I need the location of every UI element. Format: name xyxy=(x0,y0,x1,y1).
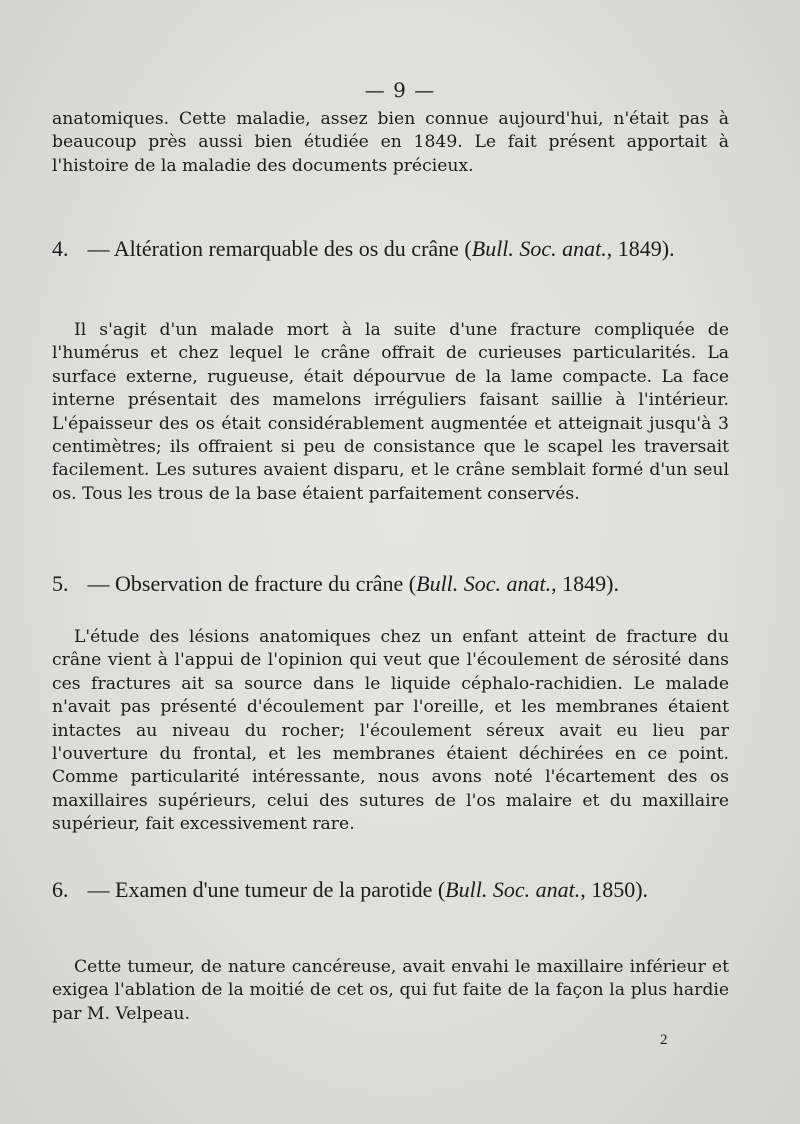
section-title-text: — Examen d'une tumeur de la parotide ( xyxy=(87,877,446,902)
section-4-body-block xyxy=(52,319,729,506)
section-title-journal: Bull. Soc. anat. xyxy=(445,877,581,902)
section-body: Il s'agit d'un malade mort à la suite d'une fracture compliquée de l'humérus et chez lequel le crâne offrait de curieuses particularités. La surface externe, rugueuse, était dépourvue de la lame compacte. La face interne présentait des mamelons irréguliers faisant saillie à l'intérieur. L'épaisseur des os était considérablement augmentée et atteignait jusqu'à 3 centimètres; ils offraient si peu de consistance que le scapel les traversait facilement. Les sutures avaient disparu, et le crâne semblait formé d'un seul os. Tous les trous de la base étaient parfaitement conservés. xyxy=(52,320,729,504)
intro-paragraph: anatomiques. Cette maladie, assez bien connue aujourd'hui, n'était pas à beaucoup près aussi bien étudiée en 1849. Le fait présent apportait à l'histoire de la maladie des documents précieux. xyxy=(52,109,729,176)
section-body: L'étude des lésions anatomiques chez un enfant atteint de fracture du crâne vient à l'appui de l'opinion qui veut que l'écoulement de sérosité dans ces fractures ait sa source dans le liquide céphalo-rachidien. Le malade n'avait pas présenté d'écoulement par l'oreille, et les membranes étaient intactes au niveau du rocher; l'écoulement séreux avait eu lieu par l'ouverture du frontal, et les membranes étaient déchirées en ce point. Comme particularité intéressante, nous avons noté l'écartement des os maxillaires supérieurs, celui des sutures de l'os malaire et du maxillaire supérieur, fait excessivement rare. xyxy=(52,627,729,835)
section-number: 6. xyxy=(52,877,69,902)
section-title-journal: Bull. Soc. anat. xyxy=(416,571,552,596)
section-title-year: , 1849). xyxy=(551,571,619,596)
section-5-body-block xyxy=(52,626,729,837)
section-title-text: — Observation de fracture du crâne ( xyxy=(87,571,417,596)
section-title-journal: Bull. Soc. anat. xyxy=(471,236,607,261)
section-title-text: — Altération remarquable des os du crâne ( xyxy=(87,236,472,261)
section-5-heading-block xyxy=(52,570,729,597)
section-number: 5. xyxy=(52,571,69,596)
section-heading xyxy=(52,570,729,597)
page-number: — 9 — xyxy=(364,78,436,102)
section-body: Cette tumeur, de nature cancéreuse, avait envahi le maxillaire inférieur et exigea l'ablation de la moitié de cet os, qui fut faite de la façon la plus hardie par M. Velpeau. xyxy=(52,957,729,1024)
section-title-year: , 1850). xyxy=(580,877,649,902)
section-number: 4. xyxy=(52,236,69,261)
section-6-heading-block xyxy=(52,876,729,903)
section-4-heading-block xyxy=(52,235,729,262)
intro-block xyxy=(52,108,729,178)
signature-mark: 2 xyxy=(660,1032,668,1048)
section-title-year: , 1849). xyxy=(606,236,675,261)
section-heading xyxy=(52,876,729,903)
section-heading xyxy=(52,235,729,262)
section-6-body-block xyxy=(52,956,729,1026)
